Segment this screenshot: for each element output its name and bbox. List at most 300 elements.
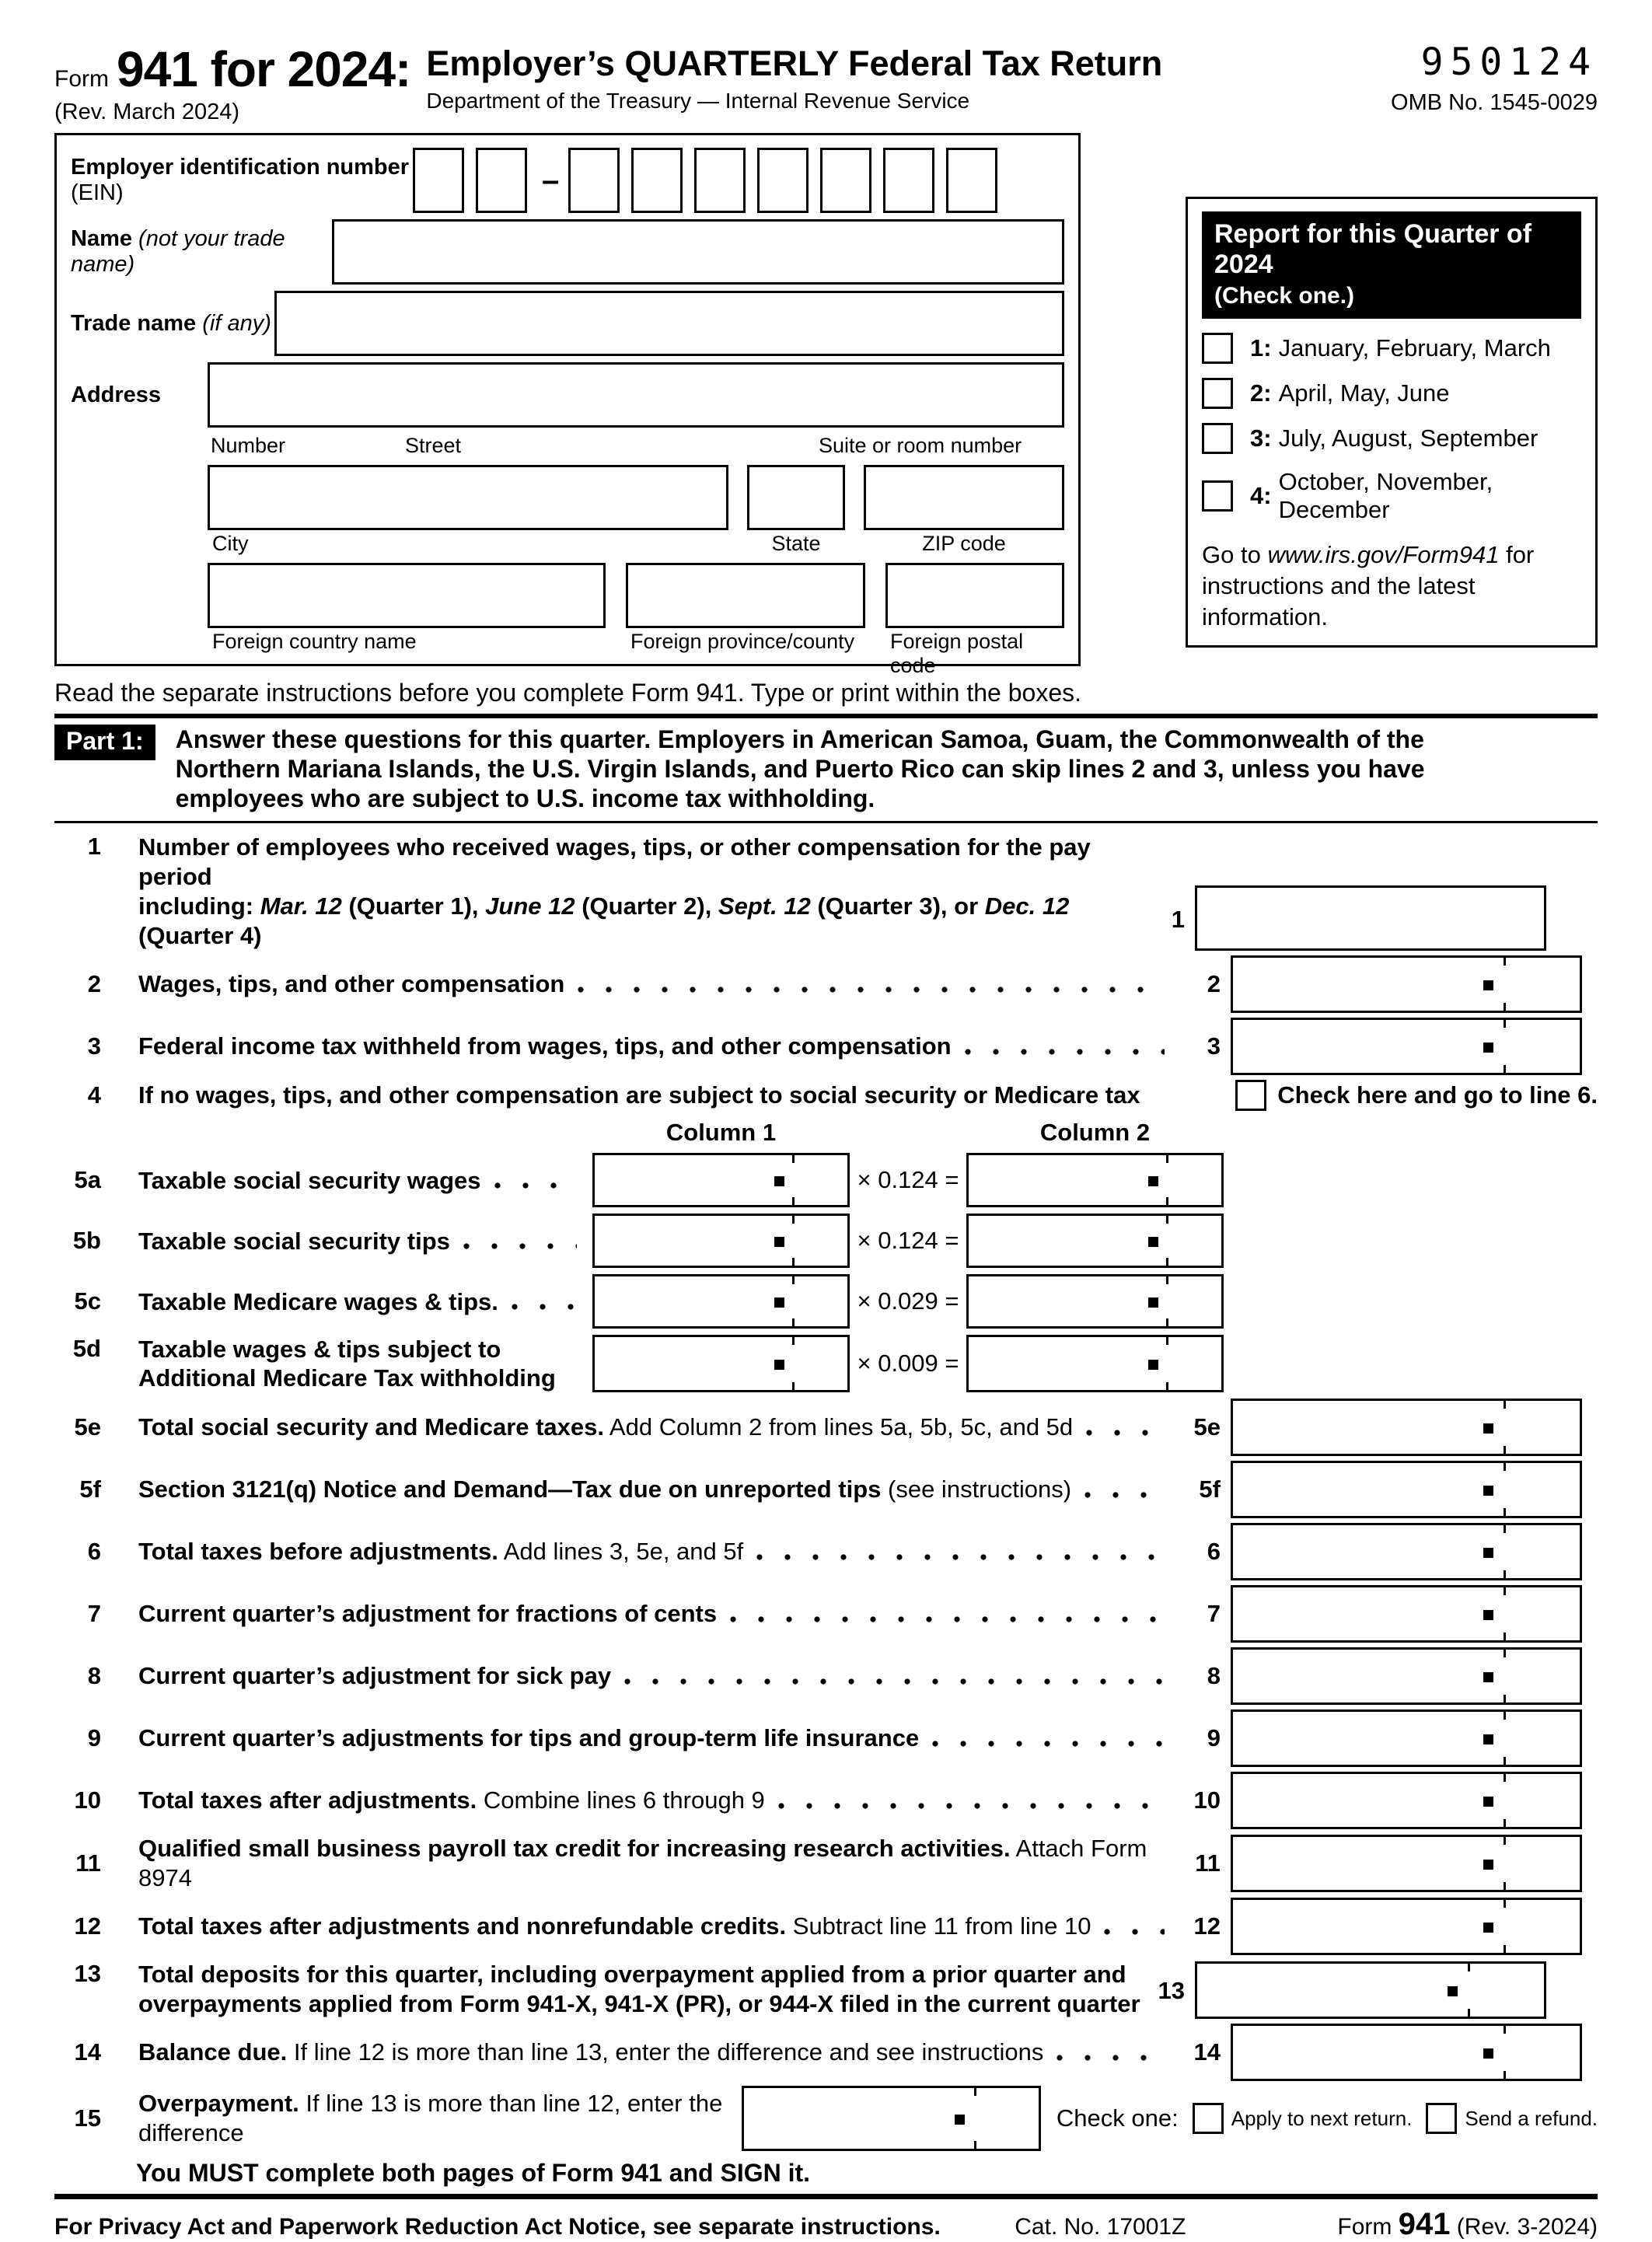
line-11-row — [54, 1834, 1598, 1893]
line-9-number: 9 — [87, 1724, 101, 1751]
cents-divider-tick — [1166, 1276, 1168, 1284]
cents-divider-tick — [1504, 1524, 1506, 1533]
cents-divider-tick — [1166, 1318, 1168, 1327]
decimal-marker-icon — [1483, 1922, 1493, 1933]
decimal-marker-icon — [1483, 1042, 1493, 1053]
line-11-amount-box[interactable] — [1231, 1835, 1582, 1892]
decimal-marker-icon — [1483, 1860, 1493, 1870]
quarter-option-4 — [1202, 468, 1581, 524]
cents-divider-tick — [1504, 1882, 1506, 1891]
privacy-act-note: For Privacy Act and Paperwork Reduction Act Notice, see separate instructions. — [54, 2214, 941, 2240]
line-9-box-number: 9 — [1207, 1724, 1221, 1751]
cents-divider-tick — [1504, 1587, 1506, 1595]
form-word: Form — [54, 66, 109, 92]
foreign-row — [71, 563, 1064, 628]
cents-divider-tick — [1504, 1019, 1506, 1028]
cents-divider-tick — [1166, 1258, 1168, 1266]
ein-digit-3[interactable] — [568, 148, 620, 213]
cents-divider-tick — [974, 2087, 976, 2096]
line-5a-text: Taxable social security wages — [138, 1166, 481, 1194]
state-field[interactable] — [747, 465, 845, 530]
quarter-1-label: January, February, March — [1278, 334, 1551, 361]
name-label: Name — [71, 226, 139, 251]
decimal-marker-icon — [774, 1297, 784, 1308]
line-14-label — [138, 2038, 1043, 2067]
top-area — [54, 133, 1598, 677]
cents-divider-tick — [792, 1154, 795, 1163]
cents-divider-tick — [1504, 1945, 1506, 1954]
line-4-number: 4 — [87, 1081, 101, 1109]
must-complete-note: You MUST complete both pages of Form 941 and SIGN it. — [136, 2159, 811, 2187]
line-3-row — [54, 1018, 1598, 1075]
ein-digit-2[interactable] — [476, 148, 527, 213]
quarter-box-title: Report for this Quarter of 2024 — [1214, 219, 1532, 279]
line-5f-text: Section 3121(q) Notice and Demand—Tax due on unreported tips — [138, 1475, 882, 1503]
line-2-box-number: 2 — [1207, 970, 1221, 997]
line-4-label — [138, 1081, 1140, 1110]
part1-label: Part 1: — [54, 725, 155, 760]
line-15-rest: If line 13 is more than line 12, enter the difference — [138, 2090, 723, 2146]
address-row — [71, 362, 1064, 428]
line-6-amount-box[interactable] — [1231, 1523, 1582, 1580]
line-3-amount-box[interactable] — [1231, 1018, 1582, 1075]
address-sublabels — [71, 434, 1064, 459]
trade-name-row — [71, 291, 1064, 356]
line-14-number: 14 — [74, 2038, 101, 2066]
line-5c-column2-box[interactable] — [966, 1274, 1224, 1329]
quarter-1-number: 1: — [1250, 334, 1272, 361]
line-15-row — [54, 2086, 1598, 2151]
dotted-leader — [964, 1048, 1165, 1056]
line-10-row — [54, 1772, 1598, 1829]
line-1-text: Number of employees who received wages, tips, or other compensation for the pay period — [138, 833, 1091, 890]
quarter-2-number: 2: — [1250, 379, 1272, 407]
line-5a-column1-box[interactable] — [592, 1153, 850, 1207]
footer-form-id — [1337, 2207, 1598, 2242]
line-1-date-1: Mar. 12 — [260, 892, 342, 920]
line-15-label — [138, 2089, 723, 2148]
line-12-text: Total taxes after adjustments and nonrefundable credits. — [138, 1912, 787, 1940]
line-14-box-number: 14 — [1193, 2038, 1221, 2066]
line-12-box-number: 12 — [1193, 1912, 1221, 1940]
dotted-leader — [729, 1615, 1165, 1623]
line-13-label — [138, 1960, 1141, 2019]
cents-divider-tick — [1504, 1570, 1506, 1579]
form-title-number: 941 for 2024: — [117, 41, 411, 97]
line-2-number: 2 — [87, 970, 101, 997]
line-5e-text: Total social security and Medicare taxes. — [138, 1413, 605, 1441]
cents-divider-tick — [1504, 1400, 1506, 1409]
ein-digit-6[interactable] — [757, 148, 809, 213]
dotted-leader — [931, 1740, 1165, 1748]
ein-digit-4[interactable] — [631, 148, 683, 213]
line-5d-text — [138, 1335, 556, 1392]
cents-divider-tick — [1504, 1757, 1506, 1765]
cents-divider-tick — [1504, 957, 1506, 966]
line-10-amount-box[interactable] — [1231, 1772, 1582, 1829]
line-14-text: Balance due. — [138, 2038, 288, 2066]
line-13-text-2: overpayments applied from Form 941-X, 941-X (PR), or 944-X filed in the current quarter — [138, 1990, 1140, 2017]
footer-rule — [54, 2194, 1598, 2199]
line-11-number: 11 — [75, 1849, 101, 1877]
decimal-marker-icon — [774, 1237, 784, 1247]
line-3-box-number: 3 — [1207, 1032, 1221, 1060]
line-10-number: 10 — [74, 1786, 101, 1814]
line-5d-text-2: Additional Medicare Tax withholding — [138, 1364, 556, 1392]
line-11-label — [138, 1834, 1177, 1893]
cents-divider-tick — [1468, 1963, 1470, 1971]
line-5e-amount-box[interactable] — [1231, 1399, 1582, 1456]
foreign-province-label: Foreign province/county — [630, 630, 855, 653]
address-field[interactable] — [208, 362, 1064, 428]
trade-name-field[interactable] — [274, 291, 1064, 356]
line-5f-label — [138, 1475, 1071, 1504]
line-12-rest: Subtract line 11 from line 10 — [786, 1912, 1091, 1940]
foreign-country-label: Foreign country name — [212, 630, 417, 653]
line-12-amount-box[interactable] — [1231, 1898, 1582, 1955]
cents-divider-tick — [1504, 2071, 1506, 2080]
foreign-labels — [71, 630, 1064, 677]
ein-digit-9[interactable] — [946, 148, 997, 213]
line-10-rest: Combine lines 6 through 9 — [477, 1786, 765, 1814]
line-5f-number: 5f — [79, 1475, 101, 1503]
quarter-option-2 — [1202, 378, 1581, 409]
ein-row — [71, 148, 1064, 213]
quarter-4-number: 4: — [1250, 482, 1272, 509]
trade-name-hint: (if any) — [202, 310, 271, 336]
line-11-box-number: 11 — [1195, 1849, 1221, 1877]
foreign-postal-label: Foreign postal code — [890, 630, 1024, 677]
line-5f-row — [54, 1461, 1598, 1518]
line-5c-number: 5c — [74, 1287, 101, 1315]
decimal-marker-icon — [1483, 1423, 1493, 1434]
cents-divider-tick — [1468, 2009, 1470, 2017]
line-1-row — [54, 833, 1598, 951]
line-5c-row — [54, 1274, 1598, 1329]
city-field[interactable] — [208, 465, 728, 530]
line-1-number: 1 — [87, 833, 101, 860]
line-7-box-number: 7 — [1207, 1600, 1221, 1627]
line-3-label — [138, 1032, 952, 1061]
line-10-box-number: 10 — [1193, 1786, 1221, 1814]
dotted-leader — [623, 1678, 1165, 1685]
line-5d-row — [54, 1335, 1598, 1392]
line-4-check-label: Check here and go to line 6. — [1277, 1081, 1598, 1109]
line-1-q1: (Quarter 1), — [341, 892, 486, 920]
cents-divider-tick — [1504, 1695, 1506, 1703]
line-1-date-3: Sept. 12 — [718, 892, 811, 920]
street-label: Street — [405, 434, 462, 457]
read-instructions-note: Read the separate instructions before you complete Form 941. Type or print within the boxes. — [54, 679, 1082, 707]
line-8-text: Current quarter’s adjustment for sick pay — [138, 1662, 612, 1689]
foreign-country-field[interactable] — [208, 563, 606, 628]
decimal-marker-icon — [1148, 1360, 1158, 1370]
line-5c-rate: × 0.029 = — [857, 1287, 959, 1315]
send-a-refund-checkbox[interactable] — [1426, 2103, 1457, 2134]
line-5e-row — [54, 1399, 1598, 1456]
line-1-date-2: June 12 — [485, 892, 575, 920]
line-1-q2: (Quarter 2), — [575, 892, 718, 920]
line-5e-number: 5e — [74, 1413, 101, 1441]
line-13-row — [54, 1960, 1598, 2019]
dotted-leader — [511, 1303, 577, 1311]
part1-heading: Answer these questions for this quarter. Employers in American Samoa, Guam, the Commonwealth of the Northern Mariana Islands, the U.S. Virgin Islands, and Puerto Rico can skip lines 2 and 3, unless you have employees who are subject to U.S. income tax withholding. — [175, 725, 1425, 812]
footer-revision: (Rev. 3-2024) — [1450, 2214, 1598, 2240]
goto-instructions — [1202, 540, 1581, 633]
ein-digit-7[interactable] — [820, 148, 871, 213]
name-hint: (not your trade name) — [71, 226, 285, 277]
ein-label: Employer identification number — [71, 155, 410, 180]
line-12-number: 12 — [74, 1912, 101, 1940]
line-9-text: Current quarter’s adjustments for tips and group-term life insurance — [138, 1724, 920, 1751]
decimal-marker-icon — [1148, 1176, 1158, 1186]
ein-digit-8[interactable] — [883, 148, 934, 213]
address-label: Address — [71, 382, 162, 407]
quarter-4-checkbox[interactable] — [1202, 480, 1233, 512]
foreign-postal-field[interactable] — [885, 563, 1064, 628]
line-9-amount-box[interactable] — [1231, 1709, 1582, 1767]
apply-to-next-return-label: Apply to next return. — [1231, 2106, 1413, 2130]
ein-cells — [413, 148, 1009, 213]
cents-divider-tick — [1504, 1711, 1506, 1720]
line-4-text: If no wages, tips, and other compensation are subject to social security or Medicare tax — [138, 1081, 1140, 1109]
line-15-amount-box[interactable] — [742, 2086, 1041, 2151]
cents-divider-tick — [1504, 1899, 1506, 1908]
line-7-row — [54, 1585, 1598, 1643]
line-5b-text: Taxable social security tips — [138, 1227, 450, 1255]
cents-divider-tick — [792, 1336, 795, 1345]
cents-divider-tick — [792, 1318, 795, 1327]
dotted-leader — [1056, 2054, 1165, 2062]
quarter-box-header — [1202, 211, 1581, 319]
line-15-check-one-label: Check one: — [1056, 2104, 1179, 2132]
ein-paren: (EIN) — [71, 180, 124, 205]
line-14-row — [54, 2024, 1598, 2081]
part1-lines — [54, 833, 1598, 2151]
line-15-number: 15 — [74, 2104, 101, 2132]
cents-divider-tick — [1166, 1382, 1168, 1391]
employer-info-box — [54, 133, 1081, 677]
line-5d-column2-box[interactable] — [966, 1335, 1224, 1392]
line-5f-rest: (see instructions) — [881, 1475, 1072, 1503]
line-1-date-4: Dec. 12 — [984, 892, 1070, 920]
form-header — [54, 40, 1598, 125]
cents-divider-tick — [1504, 1003, 1506, 1011]
quarter-option-3 — [1202, 423, 1581, 454]
line-5f-amount-box[interactable] — [1231, 1461, 1582, 1518]
line-7-text: Current quarter’s adjustment for fractions of cents — [138, 1600, 718, 1627]
quarter-select-box — [1186, 197, 1598, 648]
cents-divider-tick — [792, 1258, 795, 1266]
line-5e-rest: Add Column 2 from lines 5a, 5b, 5c, and 5d — [604, 1413, 1074, 1441]
dotted-leader — [777, 1802, 1165, 1810]
decimal-marker-icon — [1483, 1610, 1493, 1620]
column-2-header: Column 2 — [1039, 1119, 1151, 1146]
line-1-box-number: 1 — [1171, 906, 1185, 933]
decimal-marker-icon — [1148, 1297, 1158, 1308]
department-subtitle: Department of the Treasury — Internal Revenue Service — [426, 89, 970, 113]
line-15-text: Overpayment. — [138, 2090, 299, 2117]
cents-divider-tick — [1166, 1197, 1168, 1206]
number-label: Number — [211, 434, 286, 457]
revision-date: (Rev. March 2024) — [54, 100, 239, 124]
line-8-row — [54, 1647, 1598, 1705]
line-2-amount-box[interactable] — [1231, 955, 1582, 1013]
quarter-3-checkbox[interactable] — [1202, 423, 1233, 454]
quarter-3-number: 3: — [1250, 424, 1272, 452]
line-5b-rate: × 0.124 = — [857, 1227, 959, 1254]
line-13-number: 13 — [74, 1960, 101, 1987]
cents-divider-tick — [1504, 1836, 1506, 1845]
line-6-text: Total taxes before adjustments. — [138, 1538, 498, 1565]
cents-divider-tick — [1504, 1446, 1506, 1455]
quarter-1-checkbox[interactable] — [1202, 333, 1233, 364]
dotted-leader — [756, 1553, 1165, 1561]
suite-label: Suite or room number — [819, 434, 1022, 457]
dotted-leader — [1084, 1491, 1165, 1499]
line-5d-label — [138, 1335, 592, 1392]
line-13-box-number: 13 — [1158, 1977, 1185, 2004]
column-headers — [54, 1119, 1598, 1153]
form-codes-block — [1391, 40, 1598, 116]
quarter-4-label: October, November, December — [1278, 468, 1493, 523]
line-5a-row — [54, 1153, 1598, 1207]
dotted-leader — [463, 1242, 577, 1250]
line-5b-row — [54, 1214, 1598, 1268]
line-5b-column2-box[interactable] — [966, 1214, 1224, 1268]
decimal-marker-icon — [955, 2115, 965, 2125]
line-2-row — [54, 955, 1598, 1013]
line-12-label — [138, 1912, 1091, 1941]
page-title: Employer’s QUARTERLY Federal Tax Return — [426, 44, 1163, 83]
dotted-leader — [577, 986, 1165, 994]
decimal-marker-icon — [1483, 1797, 1493, 1807]
quarter-2-checkbox[interactable] — [1202, 378, 1233, 409]
line-6-rest: Add lines 3, 5e, and 5f — [498, 1538, 744, 1565]
cents-divider-tick — [792, 1215, 795, 1224]
cents-divider-tick — [1166, 1215, 1168, 1224]
line-7-number: 7 — [87, 1600, 101, 1627]
goto-post: for instructions and the latest information. — [1202, 541, 1535, 630]
line-8-amount-box[interactable] — [1231, 1647, 1582, 1705]
decimal-marker-icon — [774, 1360, 784, 1370]
cents-divider-tick — [792, 1197, 795, 1206]
cents-divider-tick — [792, 1276, 795, 1284]
city-state-zip-row — [71, 465, 1064, 530]
decimal-marker-icon — [1483, 980, 1493, 990]
line-12-row — [54, 1898, 1598, 1955]
line-1-amount-box[interactable] — [1195, 885, 1546, 951]
line-4-row — [54, 1080, 1598, 1111]
line-7-amount-box[interactable] — [1231, 1585, 1582, 1643]
ein-digit-1[interactable] — [413, 148, 464, 213]
decimal-marker-icon — [1483, 2048, 1493, 2059]
trade-name-label: Trade name — [71, 310, 203, 336]
line-2-label — [138, 969, 564, 999]
line-14-amount-box[interactable] — [1231, 2024, 1582, 2081]
decimal-marker-icon — [774, 1176, 784, 1186]
send-a-refund-label: Send a refund. — [1465, 2106, 1598, 2130]
ein-digit-5[interactable] — [694, 148, 746, 213]
line-10-text: Total taxes after adjustments. — [138, 1786, 477, 1814]
line-3-text: Federal income tax withheld from wages, tips, and other compensation — [138, 1032, 952, 1060]
page-footer — [54, 2207, 1598, 2242]
irs-url-link[interactable]: www.irs.gov/Form941 — [1267, 541, 1500, 568]
foreign-province-field[interactable] — [626, 563, 865, 628]
ein-dash: – — [542, 162, 560, 197]
line-5a-number: 5a — [74, 1166, 101, 1193]
cents-divider-tick — [1166, 1336, 1168, 1345]
line-5c-column1-box[interactable] — [592, 1274, 850, 1329]
city-state-zip-labels — [71, 532, 1064, 557]
cents-divider-tick — [1504, 1819, 1506, 1828]
line-5e-box-number: 5e — [1193, 1413, 1221, 1441]
form-title-block — [426, 44, 1162, 113]
decimal-marker-icon — [1483, 1486, 1493, 1496]
cents-divider-tick — [1504, 1462, 1506, 1471]
line-10-label — [138, 1786, 765, 1815]
line-5b-column1-box[interactable] — [592, 1214, 850, 1268]
line-5a-rate: × 0.124 = — [857, 1166, 959, 1193]
line-5c-text: Taxable Medicare wages & tips. — [138, 1287, 498, 1315]
line-1-including: including: — [138, 892, 260, 920]
catalog-number: Cat. No. 17001Z — [1015, 2214, 1186, 2240]
decimal-marker-icon — [1483, 1548, 1493, 1558]
line-8-label — [138, 1661, 611, 1691]
cents-divider-tick — [1504, 1633, 1506, 1641]
line-13-amount-box[interactable] — [1195, 1961, 1546, 2019]
cents-divider-tick — [1504, 1508, 1506, 1517]
line-5d-text-1: Taxable wages & tips subject to — [138, 1336, 501, 1363]
line-3-number: 3 — [87, 1032, 101, 1060]
name-field[interactable] — [332, 219, 1064, 285]
quarter-2-label: April, May, June — [1278, 379, 1450, 407]
omb-number: OMB No. 1545-0029 — [1391, 90, 1598, 115]
footer-form-number: 941 — [1398, 2207, 1451, 2241]
state-label: State — [771, 532, 821, 555]
quarter-3-label: July, August, September — [1278, 424, 1538, 452]
line-5b-label — [138, 1227, 592, 1255]
decimal-marker-icon — [1483, 1734, 1493, 1744]
decimal-marker-icon — [1148, 1237, 1158, 1247]
line-13-text-1: Total deposits for this quarter, including overpayment applied from a prior quarter and — [138, 1961, 1126, 1988]
part1-header — [54, 714, 1598, 823]
line-5c-label — [138, 1287, 592, 1316]
name-row — [71, 219, 1064, 285]
line-4-checkbox[interactable] — [1235, 1080, 1266, 1111]
line-5d-number: 5d — [72, 1335, 101, 1362]
line-6-box-number: 6 — [1207, 1538, 1221, 1565]
line-5f-box-number: 5f — [1199, 1475, 1221, 1503]
column-1-header: Column 1 — [665, 1119, 777, 1146]
form-id-block — [54, 40, 410, 125]
zip-field[interactable] — [864, 465, 1064, 530]
line-6-label — [138, 1537, 743, 1566]
line-1-label — [138, 833, 1141, 951]
dotted-leader — [1103, 1928, 1165, 1936]
line-5d-column1-box[interactable] — [592, 1335, 850, 1392]
quarter-option-1 — [1202, 333, 1581, 364]
line-9-label — [138, 1723, 919, 1753]
line-5d-rate: × 0.009 = — [857, 1350, 959, 1377]
line-8-box-number: 8 — [1207, 1662, 1221, 1689]
city-label: City — [212, 532, 249, 555]
line-5a-column2-box[interactable] — [966, 1153, 1224, 1207]
quarter-check-one: (Check one.) — [1214, 283, 1355, 309]
apply-to-next-return-checkbox[interactable] — [1193, 2103, 1224, 2134]
line-7-label — [138, 1599, 717, 1629]
cents-divider-tick — [1504, 1649, 1506, 1657]
